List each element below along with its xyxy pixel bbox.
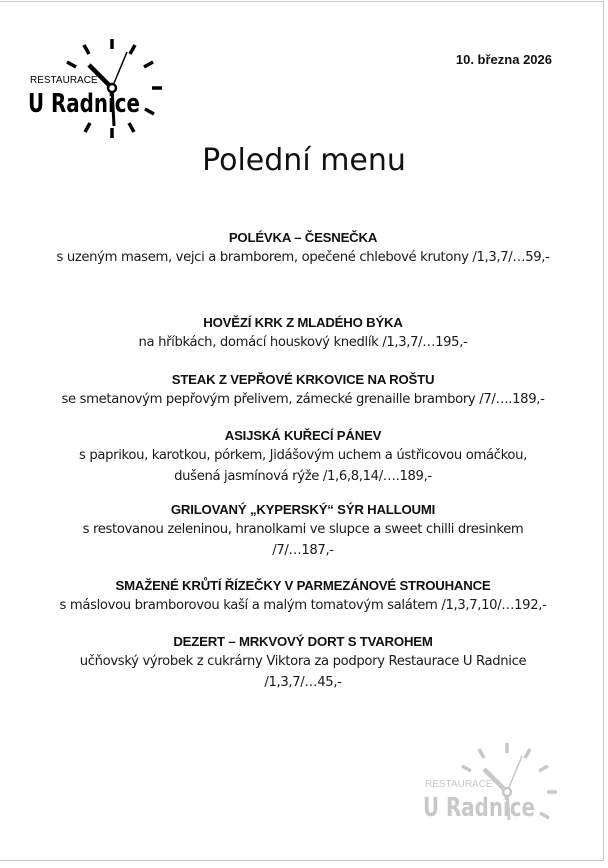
dish-description: s máslovou bramborovou kaší a malým tomatovým salátem /1,3,7,10/…192,- bbox=[59, 598, 547, 613]
watermark-logo bbox=[423, 740, 563, 846]
menu-date: 10. března 2026 bbox=[455, 52, 552, 67]
menu-item-turkey-schnitzel bbox=[0, 576, 606, 616]
dish-name: STEAK Z VEPŘOVÉ KRKOVICE NA ROŠTU bbox=[171, 372, 435, 387]
svg-text:RESTAURACE: RESTAURACE bbox=[425, 779, 493, 790]
clock-icon bbox=[423, 740, 563, 846]
dish-name: GRILOVANÝ „KYPERSKÝ“ SÝR HALLOUMI bbox=[170, 502, 436, 517]
svg-text:U Radnice: U Radnice bbox=[28, 89, 140, 119]
dish-description: s restovanou zeleninou, hranolkami ve slupce a sweet chilli dresinkem bbox=[82, 522, 524, 537]
dish-name: ASIJSKÁ KUŘECÍ PÁNEV bbox=[224, 428, 382, 443]
dish-description: /1,3,7/…45,- bbox=[264, 675, 342, 690]
svg-text:RESTAURACE: RESTAURACE bbox=[30, 75, 98, 86]
menu-item-dessert bbox=[0, 632, 606, 693]
dish-description: na hříbkách, domácí houskový knedlík /1,3,7/…195,- bbox=[138, 335, 468, 350]
menu-item-halloumi bbox=[0, 500, 606, 561]
clock-icon bbox=[28, 36, 168, 142]
menu-item-beef bbox=[0, 313, 606, 353]
dish-description: se smetanovým pepřovým přelivem, zámecké grenaille brambory /7/….189,- bbox=[61, 392, 545, 407]
dish-name: SMAŽENÉ KRŮTÍ ŘÍZEČKY V PARMEZÁNOVÉ STROUHANCE bbox=[115, 578, 491, 593]
restaurant-logo bbox=[28, 36, 168, 142]
menu-item-pork-steak bbox=[0, 370, 606, 410]
dish-description: učňovský výrobek z cukrárny Viktora za podpory Restaurace U Radnice bbox=[79, 654, 527, 669]
menu-item-asian-chicken bbox=[0, 426, 606, 487]
dish-name: POLÉVKA – ČESNEČKA bbox=[228, 230, 378, 245]
svg-text:U Radnice: U Radnice bbox=[423, 793, 535, 823]
dish-name: HOVĚZÍ KRK Z MLADÉHO BÝKA bbox=[203, 315, 403, 330]
page-title: Polední menu bbox=[202, 143, 406, 178]
menu-item-soup bbox=[0, 228, 606, 268]
dish-description: s paprikou, karotkou, pórkem, Jidášovým uchem a ústřicovou omáčkou, bbox=[79, 448, 527, 463]
dish-description: /7/…187,- bbox=[272, 543, 334, 558]
dish-description: dušená jasmínová rýže /1,6,8,14/….189,- bbox=[174, 469, 432, 484]
dish-name: DEZERT – MRKVOVÝ DORT S TVAROHEM bbox=[173, 634, 433, 649]
dish-description: s uzeným masem, vejci a bramborem, opečené chlebové krutony /1,3,7/…59,- bbox=[56, 250, 550, 265]
